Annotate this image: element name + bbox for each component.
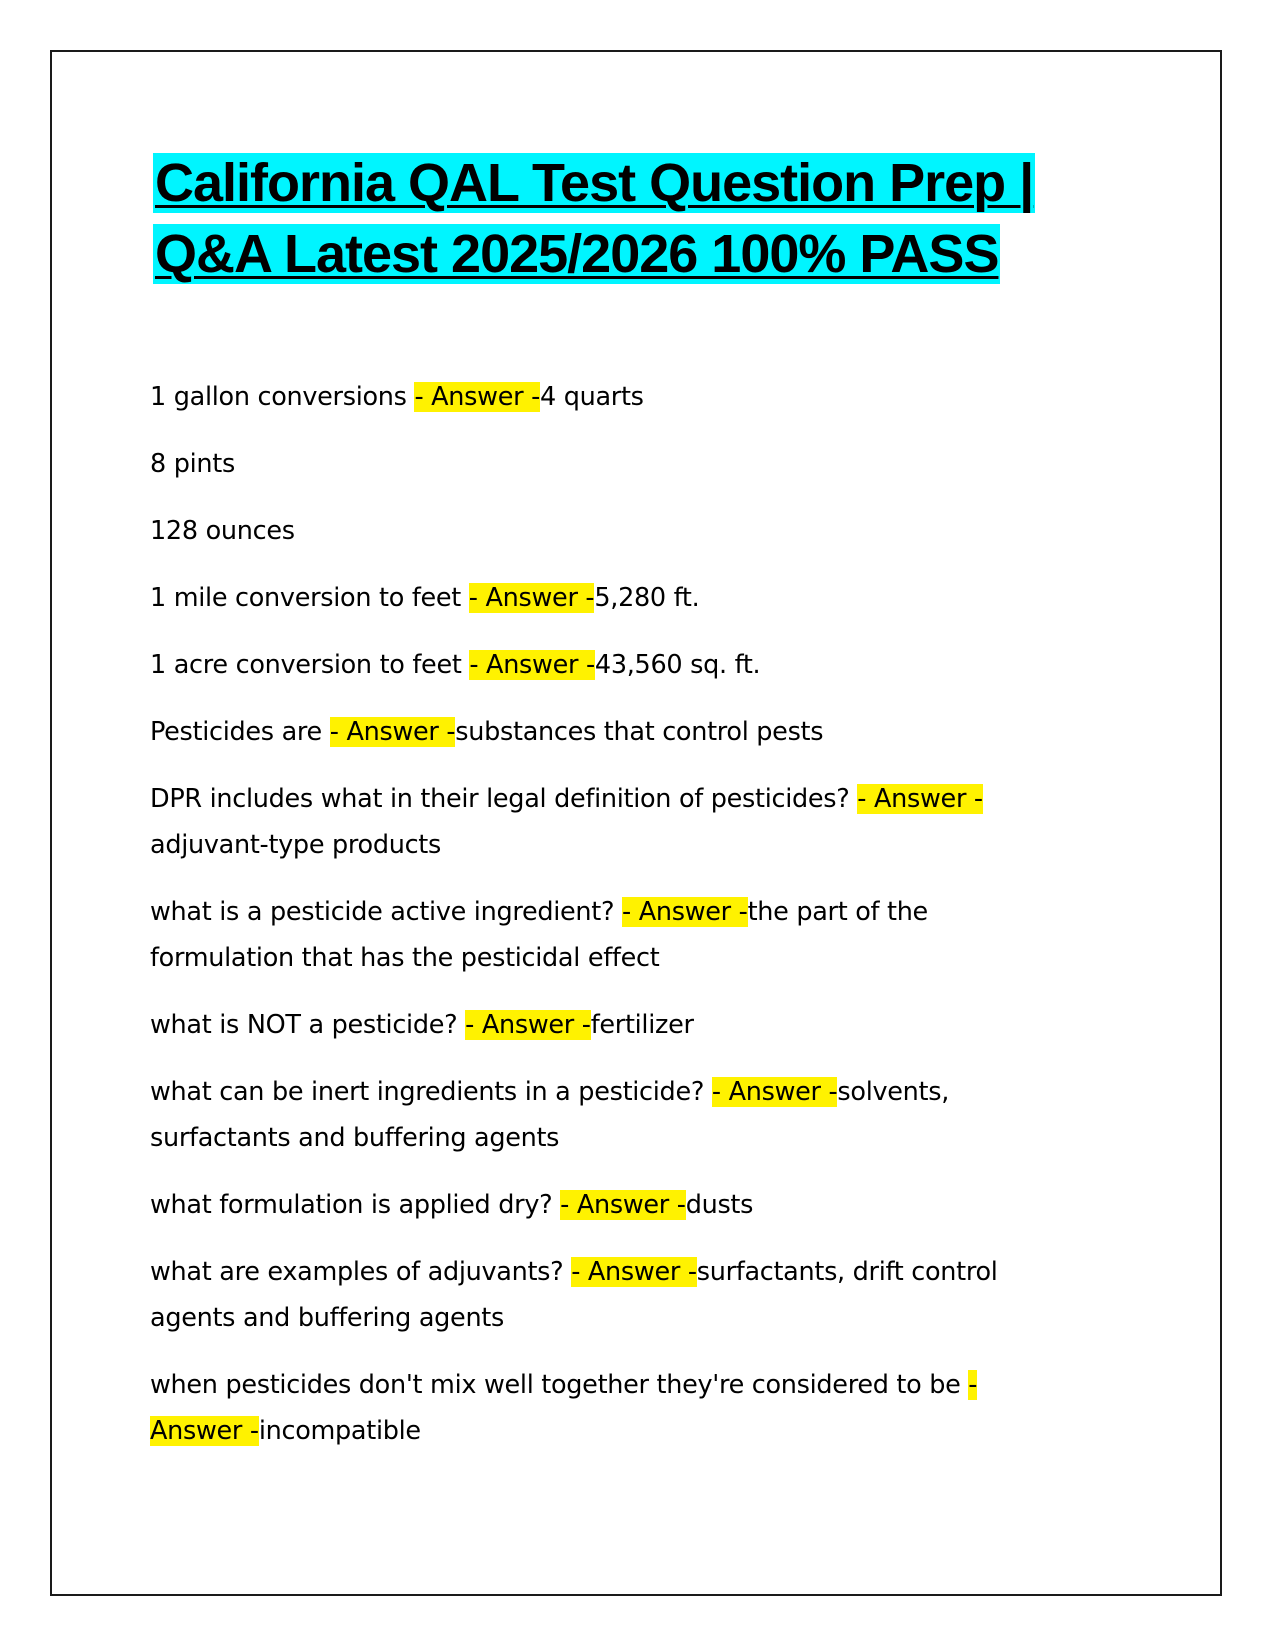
- question-text: 128 ounces: [150, 516, 295, 546]
- answer-marker: - Answer -: [560, 1190, 686, 1220]
- question-text: what are examples of adjuvants?: [150, 1257, 572, 1287]
- qa-item: [150, 508, 1070, 554]
- qa-item: [150, 1182, 1070, 1228]
- qa-item: [150, 441, 1070, 487]
- question-text: DPR includes what in their legal definition of pesticides?: [150, 784, 858, 814]
- answer-marker: - Answer -: [857, 784, 983, 814]
- answer-text: incompatible: [258, 1416, 421, 1446]
- answer-marker: - Answer -: [465, 1010, 591, 1040]
- question-text: when pesticides don't mix well together they're considered to be: [150, 1370, 969, 1400]
- title-line-2: Q&A Latest 2025/2026 100% PASS: [155, 224, 999, 284]
- answer-marker: - Answer -: [414, 382, 540, 412]
- qa-item: [150, 709, 1070, 755]
- answer-text: surfactants, drift control agents and buffering agents: [150, 1257, 998, 1333]
- qa-item: [150, 889, 1070, 981]
- qa-item: [150, 1362, 1070, 1454]
- answer-text: 4 quarts: [540, 382, 644, 412]
- answer-text: dusts: [685, 1190, 754, 1220]
- question-text: 1 mile conversion to feet: [150, 583, 469, 613]
- answer-marker: - Answer -: [329, 717, 456, 747]
- qa-item: [150, 374, 1070, 420]
- answer-text: the part of the formulation that has the pesticidal effect: [150, 897, 928, 973]
- question-text: 1 gallon conversions: [150, 382, 415, 412]
- answer-text: substances that control pests: [455, 717, 824, 747]
- question-text: 8 pints: [150, 449, 235, 479]
- answer-marker: - Answer -: [469, 650, 595, 680]
- answer-text: fertilizer: [590, 1010, 694, 1040]
- question-text: what is a pesticide active ingredient?: [150, 897, 623, 927]
- qa-item: [150, 1069, 1070, 1161]
- answer-marker: - Answer -: [571, 1257, 697, 1287]
- qa-list: [150, 374, 1070, 1475]
- title-line-1: California QAL Test Question Prep |: [155, 153, 1034, 213]
- answer-marker: - Answer -: [711, 1077, 838, 1107]
- answer-text: solvents, surfactants and buffering agents: [150, 1077, 950, 1153]
- qa-item: [150, 1249, 1070, 1341]
- question-text: what can be inert ingredients in a pesticide?: [150, 1077, 712, 1107]
- answer-marker: - Answer -: [468, 583, 595, 613]
- question-text: Pesticides are: [150, 717, 330, 747]
- qa-item: [150, 1002, 1070, 1048]
- question-text: what formulation is applied dry?: [150, 1190, 561, 1220]
- answer-text: adjuvant-type products: [150, 830, 441, 860]
- qa-item: [150, 642, 1070, 688]
- qa-item: [150, 776, 1070, 868]
- qa-item: [150, 575, 1070, 621]
- question-text: 1 acre conversion to feet: [150, 650, 470, 680]
- answer-marker: - Answer -: [150, 1370, 978, 1446]
- answer-text: 43,560 sq. ft.: [594, 650, 761, 680]
- answer-text: 5,280 ft.: [594, 583, 700, 613]
- answer-marker: - Answer -: [622, 897, 748, 927]
- question-text: what is NOT a pesticide?: [150, 1010, 466, 1040]
- document-title: [153, 148, 1133, 290]
